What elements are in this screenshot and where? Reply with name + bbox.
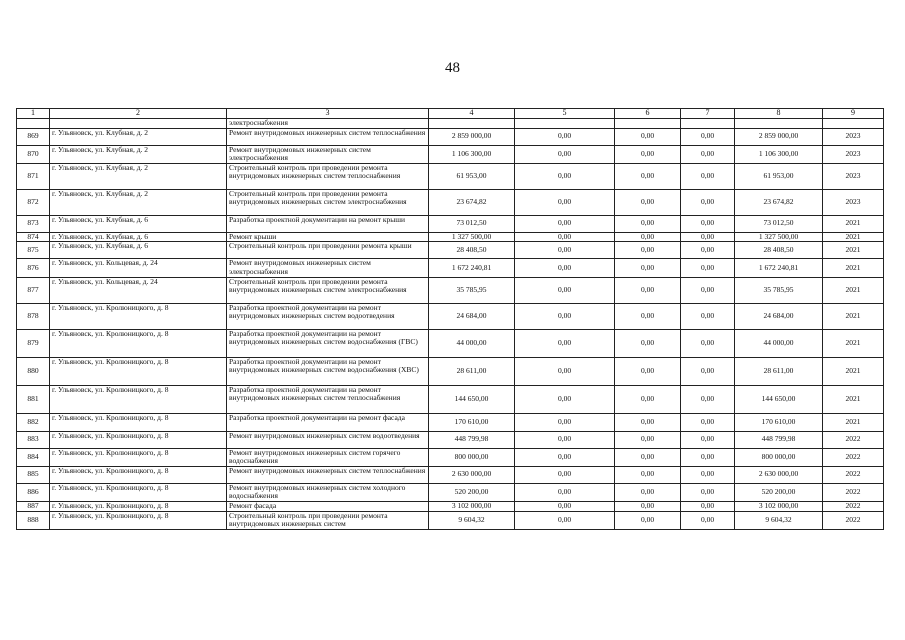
amount-owners-cell: 0,00 [681,385,735,413]
amount-total-cell: 1 327 500,00 [429,232,515,242]
amount-owners-cell: 0,00 [681,357,735,385]
amount-owners-cell: 0,00 [681,277,735,303]
amount-total-cell: 448 799,98 [429,431,515,448]
work-type-cell: Ремонт фасада [227,501,429,511]
year-cell: 2023 [823,189,884,215]
table-row [17,215,884,232]
work-type-cell: Строительный контроль при проведении ремонта внутридомовых инженерных систем электроснабжения [227,189,429,215]
year-cell: 2021 [823,259,884,277]
continuation-row [17,119,884,129]
data-table [16,108,884,530]
amount-cost-cell: 23 674,82 [735,189,823,215]
year-cell: 2022 [823,431,884,448]
year-cell: 2021 [823,232,884,242]
address-cell: г. Ульяновск, ул. Кролюницкого, д. 8 [50,511,227,529]
row-number: 884 [17,448,50,466]
year-cell: 2021 [823,385,884,413]
amount-fund-cell: 0,00 [515,448,615,466]
amount-cost-cell: 520 200,00 [735,483,823,501]
amount-cost-cell: 28 611,00 [735,357,823,385]
amount-budget-cell: 0,00 [615,277,681,303]
amount-fund-cell: 0,00 [515,329,615,357]
address-cell: г. Ульяновск, ул. Клубная, д. 6 [50,242,227,259]
year-cell: 2021 [823,215,884,232]
row-number: 882 [17,413,50,431]
work-type-cell: Разработка проектной документации на ремонт внутридомовых инженерных систем водоснабжения (ХВС) [227,357,429,385]
address-cell: г. Ульяновск, ул. Клубная, д. 2 [50,189,227,215]
amount-total-cell: 520 200,00 [429,483,515,501]
row-number: 873 [17,215,50,232]
amount-budget-cell: 0,00 [615,448,681,466]
address-cell: г. Ульяновск, ул. Клубная, д. 6 [50,232,227,242]
work-type-cell: Строительный контроль при проведении ремонта внутридомовых инженерных систем электроснабжения [227,277,429,303]
address-cell: г. Ульяновск, ул. Кролюницкого, д. 8 [50,501,227,511]
year-cell: 2022 [823,466,884,483]
row-number: 872 [17,189,50,215]
work-type-cell: Разработка проектной документации на ремонт крыши [227,215,429,232]
amount-owners-cell: 0,00 [681,413,735,431]
address-cell: г. Ульяновск, ул. Клубная, д. 6 [50,215,227,232]
row-number: 881 [17,385,50,413]
amount-owners-cell: 0,00 [681,431,735,448]
amount-budget-cell: 0,00 [615,466,681,483]
continuation-text: электроснабжения [227,119,429,129]
amount-fund-cell: 0,00 [515,357,615,385]
address-cell: г. Ульяновск, ул. Клубная, д. 2 [50,163,227,189]
amount-budget-cell: 0,00 [615,259,681,277]
address-cell: г. Ульяновск, ул. Клубная, д. 2 [50,145,227,163]
amount-cost-cell: 28 408,50 [735,242,823,259]
amount-fund-cell: 0,00 [515,215,615,232]
row-number: 877 [17,277,50,303]
amount-fund-cell: 0,00 [515,483,615,501]
row-number: 874 [17,232,50,242]
row-number: 887 [17,501,50,511]
work-type-cell: Строительный контроль при проведении ремонта крыши [227,242,429,259]
work-type-cell: Ремонт внутридомовых инженерных систем электроснабжения [227,259,429,277]
year-cell: 2022 [823,511,884,529]
amount-fund-cell: 0,00 [515,128,615,145]
amount-fund-cell: 0,00 [515,145,615,163]
amount-owners-cell: 0,00 [681,259,735,277]
amount-owners-cell: 0,00 [681,128,735,145]
column-header: 4 [429,109,515,119]
amount-owners-cell: 0,00 [681,232,735,242]
amount-owners-cell: 0,00 [681,466,735,483]
address-cell: г. Ульяновск, ул. Кролюницкого, д. 8 [50,448,227,466]
amount-fund-cell: 0,00 [515,413,615,431]
amount-budget-cell: 0,00 [615,242,681,259]
amount-owners-cell: 0,00 [681,242,735,259]
table-row [17,357,884,385]
amount-owners-cell: 0,00 [681,145,735,163]
row-number: 875 [17,242,50,259]
year-cell: 2022 [823,501,884,511]
amount-budget-cell: 0,00 [615,303,681,329]
table-row [17,511,884,529]
amount-cost-cell: 61 953,00 [735,163,823,189]
amount-fund-cell: 0,00 [515,303,615,329]
work-type-cell: Строительный контроль при проведении ремонта внутридомовых инженерных систем теплоснабжения [227,163,429,189]
work-type-cell: Ремонт крыши [227,232,429,242]
amount-owners-cell: 0,00 [681,483,735,501]
column-header-row [17,109,884,119]
year-cell: 2021 [823,413,884,431]
amount-fund-cell: 0,00 [515,163,615,189]
column-header: 9 [823,109,884,119]
table-row [17,277,884,303]
amount-total-cell: 23 674,82 [429,189,515,215]
amount-owners-cell: 0,00 [681,329,735,357]
row-number: 880 [17,357,50,385]
column-header: 7 [681,109,735,119]
table-row [17,483,884,501]
amount-budget-cell: 0,00 [615,413,681,431]
amount-fund-cell: 0,00 [515,385,615,413]
table-row [17,329,884,357]
amount-budget-cell: 0,00 [615,329,681,357]
year-cell: 2021 [823,303,884,329]
address-cell: г. Ульяновск, ул. Клубная, д. 2 [50,128,227,145]
row-number: 871 [17,163,50,189]
page-number: 48 [445,60,460,76]
work-type-cell: Разработка проектной документации на ремонт внутридомовых инженерных систем водоснабжения (ГВС) [227,329,429,357]
amount-total-cell: 800 000,00 [429,448,515,466]
amount-total-cell: 35 785,95 [429,277,515,303]
amount-owners-cell: 0,00 [681,163,735,189]
table-row [17,242,884,259]
table-row [17,413,884,431]
amount-budget-cell: 0,00 [615,145,681,163]
row-number: 886 [17,483,50,501]
amount-budget-cell: 0,00 [615,431,681,448]
amount-total-cell: 170 610,00 [429,413,515,431]
amount-owners-cell: 0,00 [681,448,735,466]
address-cell: г. Ульяновск, ул. Кольцевая, д. 24 [50,259,227,277]
address-cell: г. Ульяновск, ул. Кролюницкого, д. 8 [50,385,227,413]
amount-cost-cell: 1 672 240,81 [735,259,823,277]
row-number: 870 [17,145,50,163]
amount-budget-cell: 0,00 [615,128,681,145]
work-type-cell: Ремонт внутридомовых инженерных систем электроснабжения [227,145,429,163]
amount-cost-cell: 448 799,98 [735,431,823,448]
year-cell: 2023 [823,163,884,189]
table-row [17,431,884,448]
amount-cost-cell: 73 012,50 [735,215,823,232]
year-cell: 2023 [823,145,884,163]
amount-fund-cell: 0,00 [515,242,615,259]
amount-owners-cell: 0,00 [681,189,735,215]
amount-total-cell: 144 650,00 [429,385,515,413]
work-type-cell: Разработка проектной документации на ремонт фасада [227,413,429,431]
amount-total-cell: 2 859 000,00 [429,128,515,145]
amount-fund-cell: 0,00 [515,466,615,483]
amount-fund-cell: 0,00 [515,511,615,529]
amount-fund-cell: 0,00 [515,431,615,448]
address-cell: г. Ульяновск, ул. Кролюницкого, д. 8 [50,483,227,501]
table-row [17,501,884,511]
amount-total-cell: 9 604,32 [429,511,515,529]
amount-total-cell: 3 102 000,00 [429,501,515,511]
year-cell: 2022 [823,483,884,501]
year-cell: 2021 [823,329,884,357]
amount-cost-cell: 1 106 300,00 [735,145,823,163]
amount-cost-cell: 44 000,00 [735,329,823,357]
amount-owners-cell: 0,00 [681,215,735,232]
amount-cost-cell: 2 859 000,00 [735,128,823,145]
amount-budget-cell: 0,00 [615,232,681,242]
amount-fund-cell: 0,00 [515,189,615,215]
amount-total-cell: 28 611,00 [429,357,515,385]
amount-fund-cell: 0,00 [515,501,615,511]
column-header: 2 [50,109,227,119]
address-cell: г. Ульяновск, ул. Кольцевая, д. 24 [50,277,227,303]
address-cell: г. Ульяновск, ул. Кролюницкого, д. 8 [50,329,227,357]
table-row [17,385,884,413]
row-number: 879 [17,329,50,357]
address-cell: г. Ульяновск, ул. Кролюницкого, д. 8 [50,431,227,448]
amount-budget-cell: 0,00 [615,189,681,215]
amount-cost-cell: 3 102 000,00 [735,501,823,511]
amount-budget-cell: 0,00 [615,163,681,189]
work-type-cell: Ремонт внутридомовых инженерных систем теплоснабжения [227,466,429,483]
year-cell: 2021 [823,357,884,385]
year-cell: 2021 [823,242,884,259]
address-cell: г. Ульяновск, ул. Кролюницкого, д. 8 [50,303,227,329]
amount-budget-cell: 0,00 [615,357,681,385]
work-type-cell: Ремонт внутридомовых инженерных систем теплоснабжения [227,128,429,145]
amount-budget-cell: 0,00 [615,215,681,232]
amount-cost-cell: 1 327 500,00 [735,232,823,242]
amount-cost-cell: 2 630 000,00 [735,466,823,483]
amount-owners-cell: 0,00 [681,303,735,329]
amount-total-cell: 2 630 000,00 [429,466,515,483]
amount-total-cell: 61 953,00 [429,163,515,189]
address-cell: г. Ульяновск, ул. Кролюницкого, д. 8 [50,413,227,431]
column-header: 6 [615,109,681,119]
year-cell: 2021 [823,277,884,303]
amount-total-cell: 24 684,00 [429,303,515,329]
row-number: 883 [17,431,50,448]
amount-owners-cell: 0,00 [681,501,735,511]
row-number: 888 [17,511,50,529]
table-row [17,163,884,189]
amount-fund-cell: 0,00 [515,232,615,242]
table-row [17,232,884,242]
amount-total-cell: 28 408,50 [429,242,515,259]
table-row [17,448,884,466]
year-cell: 2023 [823,128,884,145]
address-cell: г. Ульяновск, ул. Кролюницкого, д. 8 [50,466,227,483]
amount-cost-cell: 24 684,00 [735,303,823,329]
work-type-cell: Ремонт внутридомовых инженерных систем холодного водоснабжения [227,483,429,501]
column-header: 3 [227,109,429,119]
table-row [17,259,884,277]
amount-cost-cell: 800 000,00 [735,448,823,466]
amount-budget-cell: 0,00 [615,483,681,501]
amount-budget-cell: 0,00 [615,385,681,413]
amount-owners-cell: 0,00 [681,511,735,529]
table-row [17,466,884,483]
amount-budget-cell: 0,00 [615,501,681,511]
amount-fund-cell: 0,00 [515,259,615,277]
work-type-cell: Разработка проектной документации на ремонт внутридомовых инженерных систем водоотведения [227,303,429,329]
row-number: 885 [17,466,50,483]
table-row [17,145,884,163]
column-header: 8 [735,109,823,119]
work-type-cell: Строительный контроль при проведении ремонта внутридомовых инженерных систем [227,511,429,529]
row-number: 876 [17,259,50,277]
amount-fund-cell: 0,00 [515,277,615,303]
table-row [17,189,884,215]
work-type-cell: Ремонт внутридомовых инженерных систем водоотведения [227,431,429,448]
amount-total-cell: 1 672 240,81 [429,259,515,277]
amount-total-cell: 44 000,00 [429,329,515,357]
amount-total-cell: 73 012,50 [429,215,515,232]
row-number: 869 [17,128,50,145]
amount-cost-cell: 35 785,95 [735,277,823,303]
amount-budget-cell: 0,00 [615,511,681,529]
amount-cost-cell: 9 604,32 [735,511,823,529]
amount-cost-cell: 144 650,00 [735,385,823,413]
amount-total-cell: 1 106 300,00 [429,145,515,163]
column-header: 1 [17,109,50,119]
work-type-cell: Ремонт внутридомовых инженерных систем горячего водоснабжения [227,448,429,466]
table-row [17,303,884,329]
row-number: 878 [17,303,50,329]
table-row [17,128,884,145]
column-header: 5 [515,109,615,119]
year-cell: 2022 [823,448,884,466]
work-type-cell: Разработка проектной документации на ремонт внутридомовых инженерных систем теплоснабжения [227,385,429,413]
address-cell: г. Ульяновск, ул. Кролюницкого, д. 8 [50,357,227,385]
amount-cost-cell: 170 610,00 [735,413,823,431]
